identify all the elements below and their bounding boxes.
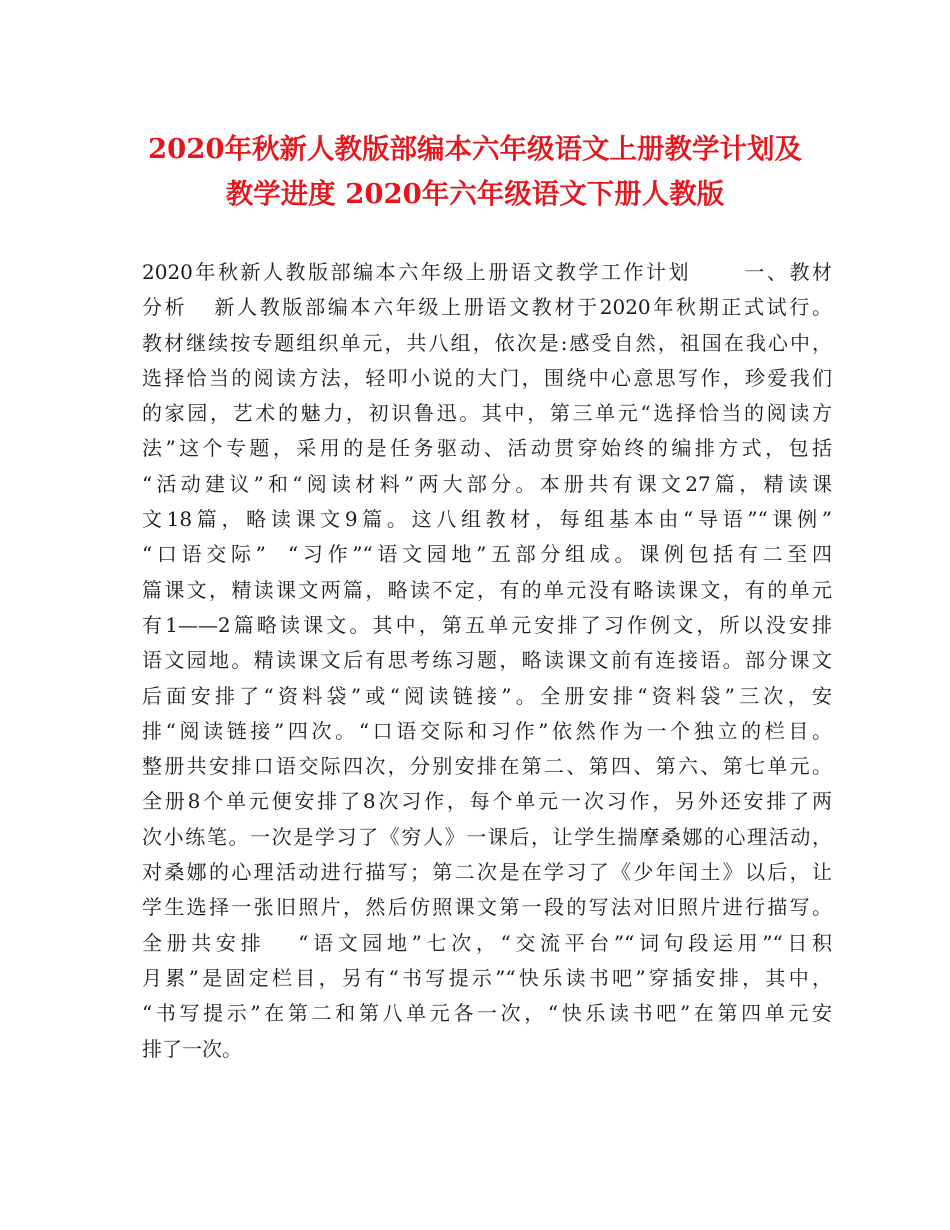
body-line: “活动建议”和“阅读材料”两大部分。本册共有课文27篇，精读课 [142, 471, 832, 496]
body-line: 次小练笔。一次是学习了《穷人》一课后，让学生揣摩桑娜的心理活动， [142, 824, 832, 849]
body-line: 的家园，艺术的魅力，初识鲁迅。其中，第三单元“选择恰当的阅读方 [142, 401, 832, 426]
body-line: “书写提示”在第二和第八单元各一次，“快乐读书吧”在第四单元安 [142, 1001, 832, 1026]
body-line: 分析 新人教版部编本六年级上册语文教材于2020年秋期正式试行。 [142, 295, 832, 320]
body-line: 排了一次。 [142, 1036, 242, 1061]
body-line: 全册8个单元便安排了8次习作，每个单元一次习作，另外还安排了两 [142, 789, 832, 814]
body-line: 文18篇，略读课文9篇。这八组教材，每组基本由“导语”“课例” [142, 507, 832, 532]
body-line: “口语交际” “习作”“语文园地”五部分组成。课例包括有二至四 [142, 542, 832, 567]
document-title-line-2: 教学进度 2020年六年级语文下册人教版 [225, 178, 725, 210]
body-line: 2020年秋新人教版部编本六年级上册语文教学工作计划 一、教材 [142, 260, 832, 284]
body-line: 排“阅读链接”四次。“口语交际和习作”依然作为一个独立的栏目。 [142, 718, 832, 743]
body-line: 选择恰当的阅读方法，轻叩小说的大门，围绕中心意思写作，珍爱我们 [142, 365, 832, 390]
body-line: 学生选择一张旧照片，然后仿照课文第一段的写法对旧照片进行描写。 [142, 895, 832, 920]
body-line: 整册共安排口语交际四次，分别安排在第二、第四、第六、第七单元。 [142, 754, 832, 779]
body-line: 全册共安排 “语文园地”七次，“交流平台”“词句段运用”“日积 [142, 930, 832, 955]
body-line: 有1——2篇略读课文。其中，第五单元安排了习作例文，所以没安排 [142, 612, 832, 637]
body-line: 后面安排了“资料袋”或“阅读链接”。全册安排“资料袋”三次，安 [142, 683, 832, 708]
body-line: 月累”是固定栏目，另有“书写提示”“快乐读书吧”穿插安排，其中， [142, 965, 832, 990]
body-line: 对桑娜的心理活动进行描写；第二次是在学习了《少年闰土》以后，让 [142, 860, 832, 885]
document-title-line-1: 2020年秋新人教版部编本六年级语文上册教学计划及 [147, 133, 803, 165]
body-line: 法”这个专题，采用的是任务驱动、活动贯穿始终的编排方式，包括 [142, 436, 832, 461]
document-title [100, 127, 850, 217]
document-body [142, 255, 832, 1067]
body-line: 语文园地。精读课文后有思考练习题，略读课文前有连接语。部分课文 [142, 648, 832, 673]
body-line: 教材继续按专题组织单元，共八组，依次是:感受自然，祖国在我心中， [142, 330, 832, 355]
body-line: 篇课文，精读课文两篇，略读不定，有的单元没有略读课文，有的单元 [142, 577, 832, 602]
